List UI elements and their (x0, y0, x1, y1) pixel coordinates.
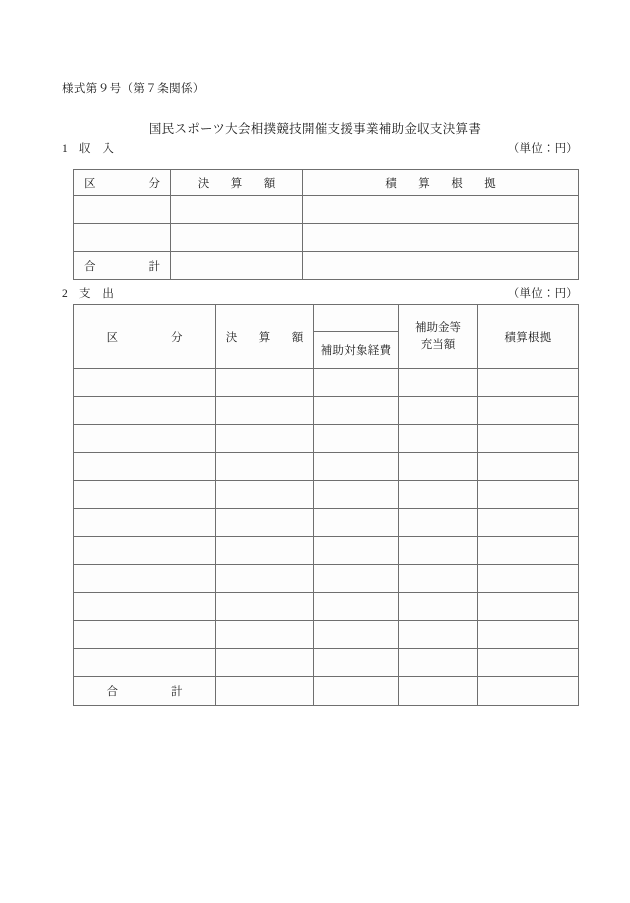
expense-total-label: 合 計 (74, 677, 216, 706)
expense-table-row (74, 537, 579, 565)
expense-cell-subsidy-allocation[interactable] (399, 621, 478, 649)
expense-cell-settlement-amount[interactable] (216, 425, 314, 453)
income-cell-category[interactable] (74, 224, 171, 252)
expense-cell-settlement-amount[interactable] (216, 565, 314, 593)
expense-cell-category[interactable] (74, 649, 216, 677)
income-header-settlement-amount: 決 算 額 (171, 170, 303, 196)
expense-cell-subsidy-target-expense[interactable] (314, 565, 399, 593)
income-section-label: 収 入 (78, 143, 115, 155)
expense-header-subsidy-target-expense: 補助対象経費 (314, 332, 399, 369)
expense-table-row (74, 593, 579, 621)
income-total-calculation-basis[interactable] (303, 252, 579, 280)
expense-header-subsidy-allocation (399, 305, 478, 369)
expense-header-calculation-basis: 積算根拠 (478, 305, 579, 369)
expense-table (73, 304, 579, 706)
expense-cell-category[interactable] (74, 369, 216, 397)
income-section-number: 1 (62, 143, 68, 155)
expense-cell-subsidy-allocation[interactable] (399, 481, 478, 509)
expense-header-category: 区 分 (74, 305, 216, 369)
expense-cell-settlement-amount[interactable] (216, 369, 314, 397)
expense-header-subsidy-target-expense-upper (314, 305, 399, 332)
expense-cell-subsidy-allocation[interactable] (399, 537, 478, 565)
income-total-settlement-amount[interactable] (171, 252, 303, 280)
expense-cell-subsidy-allocation[interactable] (399, 509, 478, 537)
expense-table-row (74, 425, 579, 453)
expense-cell-subsidy-allocation[interactable] (399, 453, 478, 481)
expense-cell-calculation-basis[interactable] (478, 593, 579, 621)
expense-section-label-group (62, 285, 114, 301)
form-number: 様式第９号（第７条関係） (62, 83, 205, 95)
expense-cell-subsidy-allocation[interactable] (399, 593, 478, 621)
income-unit-note: （単位：円） (507, 143, 578, 155)
expense-cell-subsidy-allocation[interactable] (399, 397, 478, 425)
expense-cell-calculation-basis[interactable] (478, 649, 579, 677)
expense-cell-subsidy-target-expense[interactable] (314, 537, 399, 565)
income-header-calculation-basis: 積 算 根 拠 (303, 170, 579, 196)
document-title: 国民スポーツ大会相撲競技開催支援事業補助金収支決算書 (148, 122, 482, 136)
expense-cell-calculation-basis[interactable] (478, 397, 579, 425)
expense-cell-calculation-basis[interactable] (478, 425, 579, 453)
expense-cell-settlement-amount[interactable] (216, 397, 314, 425)
expense-table-row (74, 369, 579, 397)
expense-cell-settlement-amount[interactable] (216, 593, 314, 621)
income-table-row (74, 196, 579, 224)
expense-header-settlement-amount: 決 算 額 (216, 305, 314, 369)
expense-total-subsidy-allocation[interactable] (399, 677, 478, 706)
expense-total-subsidy-target-expense[interactable] (314, 677, 399, 706)
expense-cell-category[interactable] (74, 425, 216, 453)
expense-cell-subsidy-target-expense[interactable] (314, 425, 399, 453)
expense-cell-settlement-amount[interactable] (216, 481, 314, 509)
expense-cell-category[interactable] (74, 509, 216, 537)
expense-cell-settlement-amount[interactable] (216, 453, 314, 481)
income-section-label-group (62, 140, 114, 156)
expense-cell-category[interactable] (74, 453, 216, 481)
expense-table-row (74, 565, 579, 593)
expense-section-number: 2 (62, 288, 68, 300)
expense-cell-settlement-amount[interactable] (216, 649, 314, 677)
expense-cell-calculation-basis[interactable] (478, 565, 579, 593)
income-cell-settlement-amount[interactable] (171, 196, 303, 224)
expense-cell-settlement-amount[interactable] (216, 537, 314, 565)
expense-cell-subsidy-target-expense[interactable] (314, 621, 399, 649)
expense-table-total-row (74, 677, 579, 706)
income-section-heading (62, 140, 578, 156)
expense-header-subsidy-allocation-line2: 充当額 (420, 338, 456, 351)
expense-cell-settlement-amount[interactable] (216, 621, 314, 649)
expense-cell-subsidy-target-expense[interactable] (314, 369, 399, 397)
expense-section-heading (62, 285, 578, 301)
income-cell-settlement-amount[interactable] (171, 224, 303, 252)
expense-cell-subsidy-target-expense[interactable] (314, 509, 399, 537)
expense-cell-calculation-basis[interactable] (478, 537, 579, 565)
expense-cell-subsidy-allocation[interactable] (399, 369, 478, 397)
expense-cell-subsidy-allocation[interactable] (399, 649, 478, 677)
expense-cell-category[interactable] (74, 537, 216, 565)
expense-cell-subsidy-allocation[interactable] (399, 425, 478, 453)
expense-cell-calculation-basis[interactable] (478, 509, 579, 537)
income-table-row (74, 224, 579, 252)
expense-table-row (74, 397, 579, 425)
expense-table-row (74, 621, 579, 649)
expense-cell-category[interactable] (74, 621, 216, 649)
expense-cell-calculation-basis[interactable] (478, 453, 579, 481)
expense-section-label: 支 出 (78, 288, 115, 300)
expense-cell-calculation-basis[interactable] (478, 621, 579, 649)
expense-table-row (74, 649, 579, 677)
expense-table-header-row-upper (74, 305, 579, 332)
expense-cell-subsidy-target-expense[interactable] (314, 593, 399, 621)
expense-table-row (74, 481, 579, 509)
expense-table-row (74, 453, 579, 481)
expense-cell-subsidy-target-expense[interactable] (314, 453, 399, 481)
expense-cell-subsidy-target-expense[interactable] (314, 481, 399, 509)
expense-cell-category[interactable] (74, 397, 216, 425)
expense-cell-subsidy-allocation[interactable] (399, 565, 478, 593)
expense-cell-category[interactable] (74, 481, 216, 509)
income-table-header-row (74, 170, 579, 196)
expense-table-row (74, 509, 579, 537)
expense-unit-note: （単位：円） (507, 288, 578, 300)
expense-cell-category[interactable] (74, 565, 216, 593)
expense-cell-subsidy-target-expense[interactable] (314, 649, 399, 677)
expense-total-settlement-amount[interactable] (216, 677, 314, 706)
expense-cell-subsidy-target-expense[interactable] (314, 397, 399, 425)
income-cell-calculation-basis[interactable] (303, 196, 579, 224)
expense-cell-calculation-basis[interactable] (478, 481, 579, 509)
income-total-label: 合 計 (74, 252, 171, 280)
expense-cell-calculation-basis[interactable] (478, 369, 579, 397)
expense-cell-settlement-amount[interactable] (216, 509, 314, 537)
income-cell-category[interactable] (74, 196, 171, 224)
income-cell-calculation-basis[interactable] (303, 224, 579, 252)
income-table-total-row (74, 252, 579, 280)
income-table (73, 169, 579, 280)
income-header-category: 区 分 (74, 170, 171, 196)
expense-total-calculation-basis[interactable] (478, 677, 579, 706)
expense-cell-category[interactable] (74, 593, 216, 621)
expense-header-subsidy-allocation-line1: 補助金等 (415, 321, 461, 334)
